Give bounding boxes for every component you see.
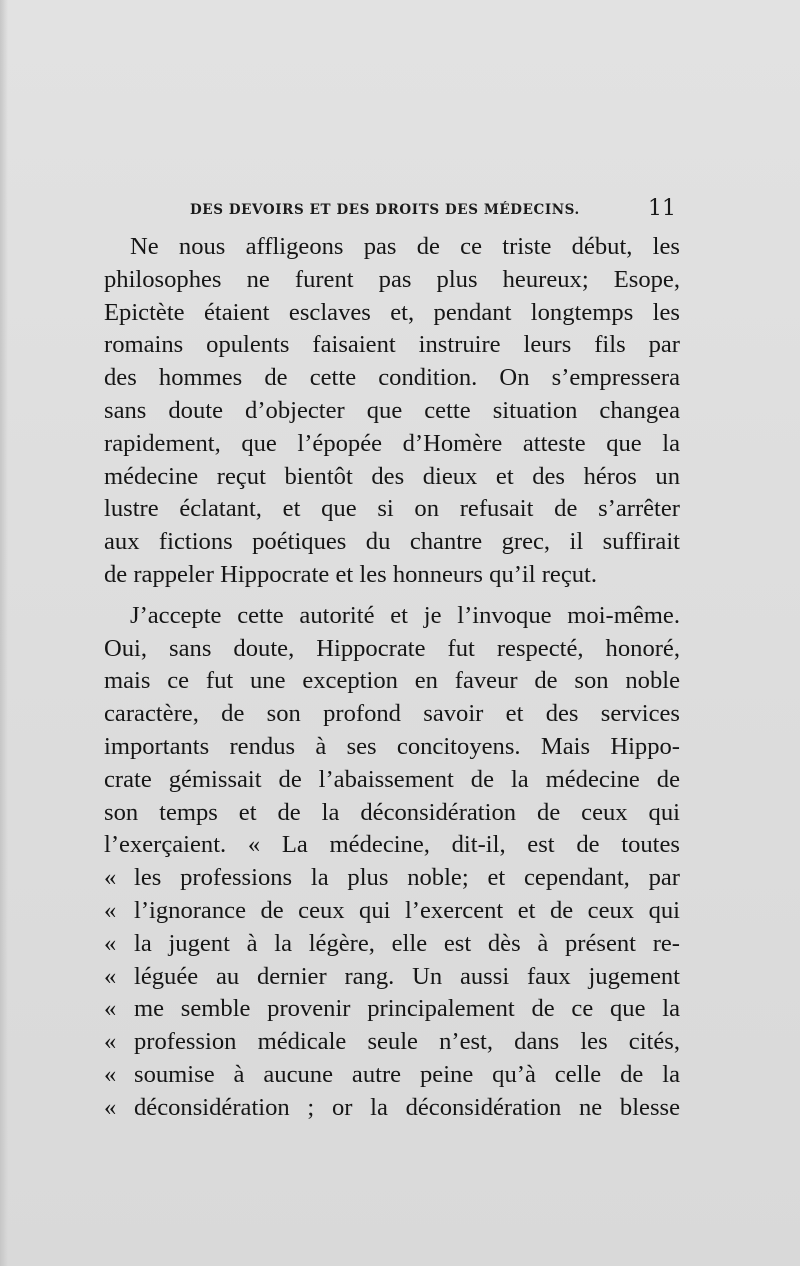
text-line: Ne nous affligeons pas de ce triste début, les bbox=[130, 233, 680, 260]
text-line: médecine reçut bientôt des dieux et des héros un bbox=[104, 462, 680, 490]
paragraph-gap bbox=[104, 592, 680, 600]
quote-line bbox=[104, 1059, 680, 1092]
text-line: sans doute d’objecter que cette situation changea bbox=[104, 396, 680, 424]
quote-mark: « bbox=[104, 1060, 117, 1088]
quote-text: la jugent à la légère, elle est dès à présent re- bbox=[134, 929, 680, 957]
running-head: DES DEVOIRS ET DES DROITS DES MÉDECINS. bbox=[190, 202, 580, 218]
quote-line bbox=[104, 928, 680, 961]
text-line: des hommes de cette condition. On s’empressera bbox=[104, 364, 680, 392]
quote-mark: « bbox=[104, 1093, 117, 1121]
text-line: de rappeler Hippocrate et les honneurs qu’il reçut. bbox=[104, 560, 598, 588]
quote-text: soumise à aucune autre peine qu’à celle de la bbox=[134, 1060, 680, 1088]
quote-line bbox=[104, 862, 680, 895]
quote-mark: « bbox=[104, 995, 117, 1023]
quote-mark: « bbox=[104, 929, 117, 957]
text-line: aux fictions poétiques du chantre grec, il suffirait bbox=[104, 528, 680, 556]
quote-line bbox=[104, 895, 680, 928]
text-line: son temps et de la déconsidération de ceux qui bbox=[104, 798, 680, 826]
text-line: l’exerçaient. « La médecine, dit-il, est de toutes bbox=[104, 831, 680, 859]
quote-text: déconsidération ; or la déconsidération ne blesse bbox=[134, 1093, 680, 1121]
text-line: crate gémissait de l’abaissement de la médecine de bbox=[104, 765, 680, 793]
quote-text: profession médicale seule n’est, dans les cités, bbox=[134, 1028, 680, 1056]
paragraph-2 bbox=[104, 600, 680, 1125]
quote-line bbox=[104, 1092, 680, 1125]
page-number: 11 bbox=[648, 196, 676, 221]
text-line: J’accepte cette autorité et je l’invoque moi-même. bbox=[130, 601, 680, 629]
text-line: Epictète étaient esclaves et, pendant longtemps les bbox=[104, 298, 680, 326]
quote-text: léguée au dernier rang. Un aussi faux jugement bbox=[134, 962, 680, 990]
paragraph-1 bbox=[104, 231, 680, 592]
quote-mark: « bbox=[104, 1028, 117, 1056]
quote-text: les professions la plus noble; et cependant, par bbox=[134, 864, 680, 892]
quote-line bbox=[104, 993, 680, 1026]
quote-text: l’ignorance de ceux qui l’exercent et de ceux qui bbox=[134, 896, 680, 924]
quote-line bbox=[104, 961, 680, 994]
quote-mark: « bbox=[104, 896, 117, 924]
quote-line bbox=[104, 1026, 680, 1059]
text-line: lustre éclatant, et que si on refusait de s’arrêter bbox=[104, 495, 680, 523]
text-line: importants rendus à ses concitoyens. Mais Hippo- bbox=[104, 732, 680, 760]
text-line: Oui, sans doute, Hippocrate fut respecté, honoré, bbox=[104, 634, 680, 662]
body-text bbox=[104, 231, 680, 1125]
quote-text: me semble provenir principalement de ce que la bbox=[134, 995, 680, 1023]
quote-mark: « bbox=[104, 962, 117, 990]
text-line: mais ce fut une exception en faveur de son noble bbox=[104, 667, 680, 695]
page-header bbox=[190, 196, 680, 226]
text-line: romains opulents faisaient instruire leurs fils par bbox=[104, 331, 680, 359]
text-line: rapidement, que l’épopée d’Homère atteste que la bbox=[104, 429, 680, 457]
quote-mark: « bbox=[104, 864, 117, 892]
text-line: philosophes ne furent pas plus heureux; Esope, bbox=[104, 265, 680, 293]
text-line: caractère, de son profond savoir et des services bbox=[104, 700, 680, 728]
